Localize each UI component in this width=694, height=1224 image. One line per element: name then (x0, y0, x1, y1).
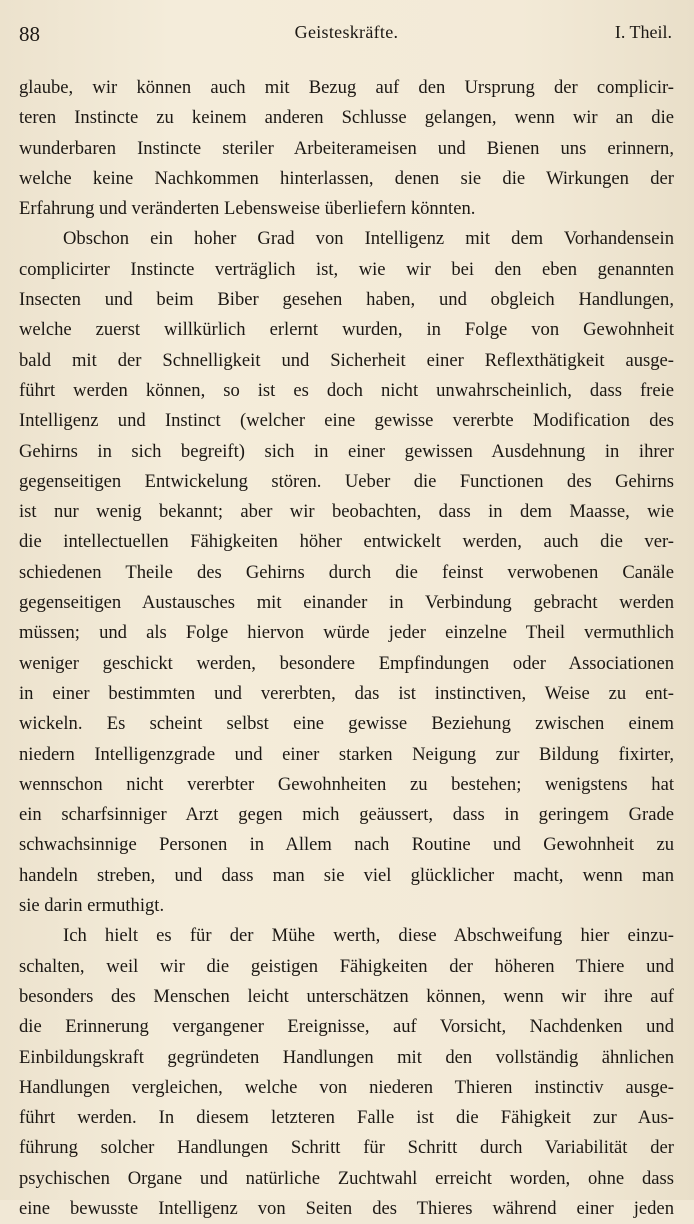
text-line: complicirter Instincte verträglich ist, wie wir bei den eben genannten (19, 258, 674, 280)
text-line: weniger geschickt werden, besondere Empfindungen oder Associationen (19, 652, 674, 674)
text-line: Gehirns in sich begreift) sich in einer gewissen Ausdehnung in ihrer (19, 440, 674, 462)
page-number: 88 (19, 22, 40, 46)
text-line: wennschon nicht vererbter Gewohnheiten zu bestehen; wenigstens hat (19, 773, 674, 795)
text-line: bald mit der Schnelligkeit und Sicherheit einer Reflexthätigkeit ausge- (19, 349, 674, 371)
text-line: schiedenen Theile des Gehirns durch die feinst verwobenen Canäle (19, 561, 674, 583)
text-line: Obschon ein hoher Grad von Intelligenz mit dem Vorhandensein (63, 228, 674, 250)
text-line: Insecten und beim Biber gesehen haben, und obgleich Handlungen, (19, 289, 674, 311)
text-line: schalten, weil wir die geistigen Fähigkeiten der höheren Thiere und (19, 955, 674, 977)
text-line: sie darin ermuthigt. (19, 895, 165, 917)
text-line: die Erinnerung vergangener Ereignisse, auf Vorsicht, Nachdenken und (19, 1016, 674, 1038)
paragraph (19, 921, 674, 1224)
text-line: müssen; und als Folge hiervon würde jeder einzelne Theil vermuthlich (19, 622, 674, 644)
text-line: Intelligenz und Instinct (welcher eine gewisse vererbte Modification des (19, 410, 674, 432)
running-title: Geisteskräfte. (294, 22, 399, 42)
text-line: teren Instincte zu keinem anderen Schlusse gelangen, wenn wir an die (19, 107, 674, 129)
part-label: I. Theil. (614, 22, 672, 42)
text-line: Handlungen vergleichen, welche von niederen Thieren instinctiv ausge- (19, 1076, 674, 1098)
text-line: handeln streben, und dass man sie viel glücklicher macht, wenn man (19, 864, 674, 886)
text-line: gegenseitigen Austausches mit einander in Verbindung gebracht werden (19, 592, 674, 614)
text-line: in einer bestimmten und vererbten, das ist instinctiven, Weise zu ent- (19, 682, 674, 704)
text-line: wunderbaren Instincte steriler Arbeiterameisen und Bienen uns erinnern, (19, 137, 674, 159)
paragraph (19, 73, 674, 224)
text-line: ein scharfsinniger Arzt gegen mich geäussert, dass in geringem Grade (19, 804, 674, 826)
text-line: psychischen Organe und natürliche Zuchtwahl erreicht worden, ohne dass (19, 1167, 674, 1189)
text-line: niedern Intelligenzgrade und einer starken Neigung zur Bildung fixirter, (19, 743, 674, 765)
text-line: glaube, wir können auch mit Bezug auf den Ursprung der complicir- (19, 77, 674, 98)
paragraph (19, 224, 674, 921)
text-line: führung solcher Handlungen Schritt für Schritt durch Variabilität der (19, 1137, 674, 1159)
text-line: führt werden. In diesem letzteren Falle ist die Fähigkeit zur Aus- (19, 1107, 674, 1129)
text-line: Einbildungskraft gegründeten Handlungen mit den vollständig ähnlichen (19, 1046, 674, 1068)
text-line: wickeln. Es scheint selbst eine gewisse Beziehung zwischen einem (19, 713, 674, 735)
text-line: ist nur wenig bekannt; aber wir beobachten, dass in dem Maasse, wie (19, 501, 674, 523)
text-line: besonders des Menschen leicht unterschätzen können, wenn wir ihre auf (19, 985, 674, 1007)
text-line: Ich hielt es für der Mühe werth, diese Abschweifung hier einzu- (63, 925, 674, 947)
text-line: gegenseitigen Entwickelung stören. Ueber die Functionen des Gehirns (19, 470, 674, 492)
text-line: Erfahrung und veränderten Lebensweise überliefern könnten. (19, 198, 476, 220)
text-line: schwachsinnige Personen in Allem nach Routine und Gewohnheit zu (19, 834, 674, 856)
running-header (19, 14, 674, 54)
text-line: welche keine Nachkommen hinterlassen, denen sie die Wirkungen der (19, 167, 674, 189)
text-line: führt werden können, so ist es doch nicht unwahrscheinlich, dass freie (19, 379, 674, 401)
text-line: welche zuerst willkürlich erlernt wurden, in Folge von Gewohnheit (19, 319, 674, 341)
text-line: eine bewusste Intelligenz von Seiten des Thieres während einer jeden (19, 1197, 674, 1219)
text-line: die intellectuellen Fähigkeiten höher entwickelt werden, auch die ver- (19, 531, 674, 553)
body-text (19, 73, 674, 1224)
